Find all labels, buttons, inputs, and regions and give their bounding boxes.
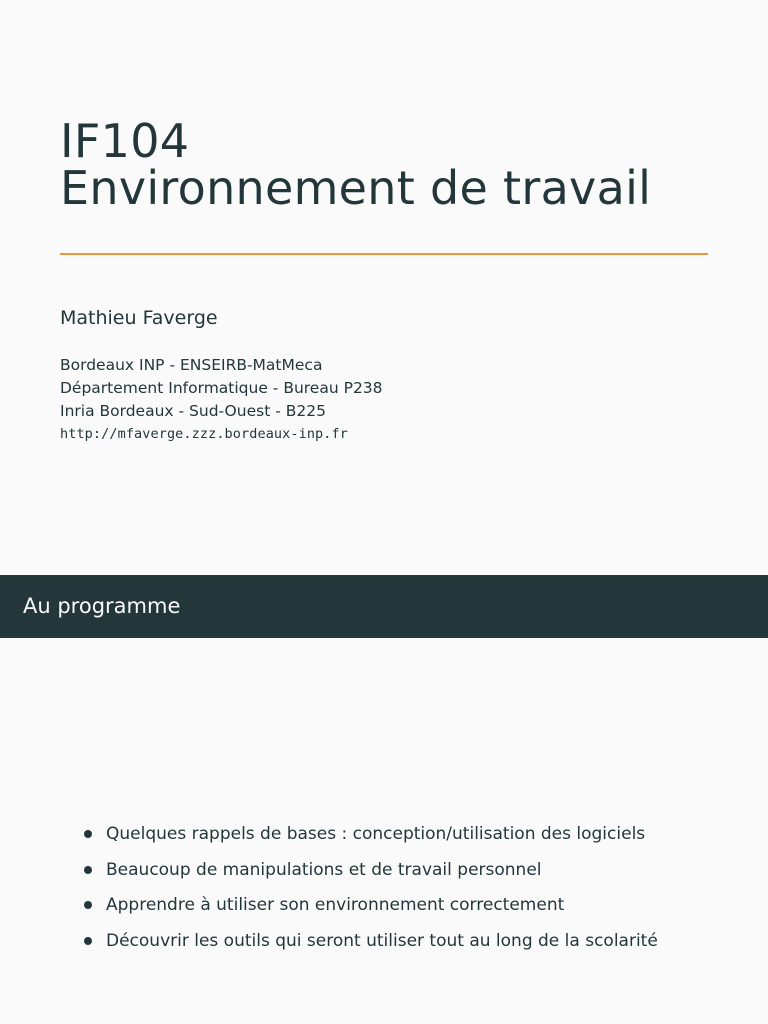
affiliation-department: Département Informatique - Bureau P238 <box>60 379 383 397</box>
bullet-icon <box>84 866 92 874</box>
list-item <box>84 927 658 955</box>
list-item <box>84 856 658 884</box>
frame-title: Au programme <box>23 594 181 618</box>
author-name: Mathieu Faverge <box>60 307 218 329</box>
list-item-text: Découvrir les outils qui seront utiliser tout au long de la scolarité <box>106 930 658 951</box>
affiliation-school: Bordeaux INP - ENSEIRB-MatMeca <box>60 356 323 374</box>
bullet-icon <box>84 830 92 838</box>
bullet-icon <box>84 901 92 909</box>
list-item-text: Beaucoup de manipulations et de travail personnel <box>106 859 542 880</box>
title-divider <box>60 253 708 255</box>
course-code: IF104 <box>60 114 190 168</box>
bullet-icon <box>84 937 92 945</box>
list-item-text: Quelques rappels de bases : conception/utilisation des logiciels <box>106 824 646 844</box>
list-item-text: Apprendre à utiliser son environnement correctement <box>106 895 565 915</box>
list-item <box>84 820 658 848</box>
course-title: Environnement de travail <box>60 161 652 215</box>
frame-title-bar <box>0 575 768 638</box>
affiliation-block <box>60 354 383 446</box>
homepage-link[interactable]: http://mfaverge.zzz.bordeaux-inp.fr <box>60 426 348 442</box>
program-list <box>84 820 658 962</box>
list-item <box>84 891 658 919</box>
affiliation-institute: Inria Bordeaux - Sud-Ouest - B225 <box>60 402 326 420</box>
slide-title <box>60 114 750 215</box>
